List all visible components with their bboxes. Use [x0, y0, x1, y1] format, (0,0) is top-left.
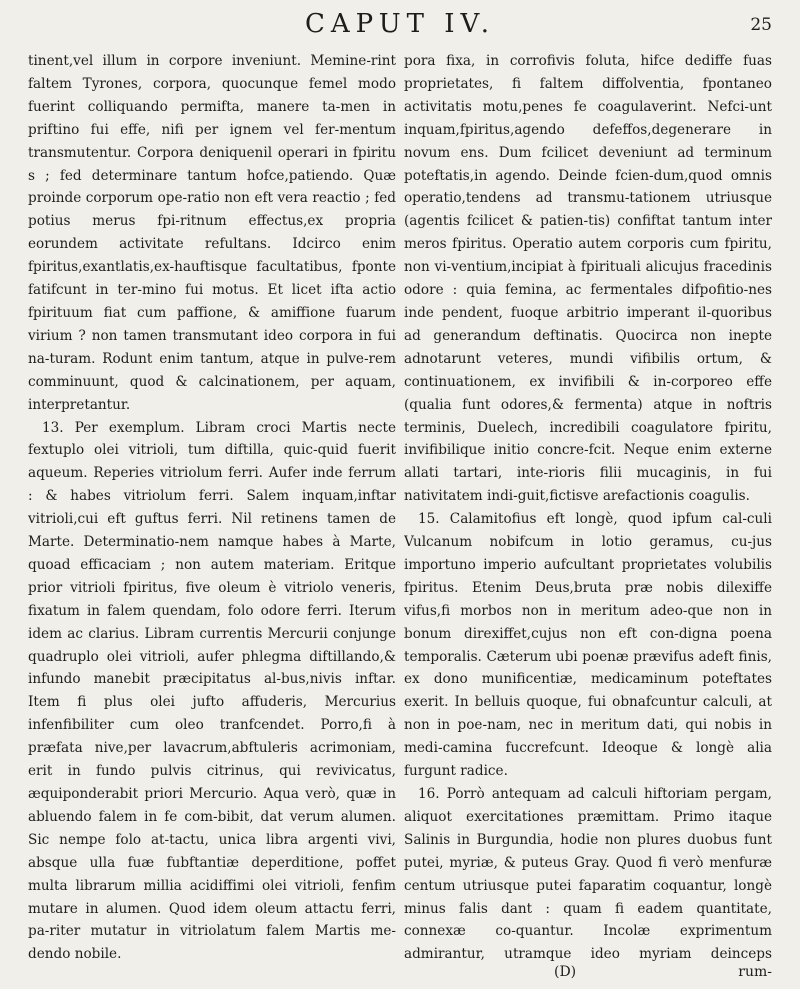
page-number: 25 [750, 15, 772, 35]
right-column [404, 50, 772, 965]
paragraph: 13. Per exemplum. Libram croci Martis necte fextuplo olei vitrioli, tum diftilla, quic-quid fuerit aqueum. Reperies vitriolum ferri. Aufer inde ferrum : & habes vitriolum ferri. Salem inquam,inftar vitrioli,cui eft guftus ferri. Nil retinens tamen de Marte. Determinatio-nem namque habes à Marte, quoad efficaciam ; non autem materiam. Eritque prior vitrioli fpiritus, five oleum è vitriolo veneris, fixatum in falem quendam, folo odore ferri. Iterum idem ac clarius. Libram currentis Mercurii conjunge quadruplo olei vitrioli, aufer phlegma diftillando,& infundo manebit præcipitatus al-bus,nivis inftar. Item fi plus olei jufto affuderis, Mercurius infenfibiliter cum oleo tranfcendet. Porro,fi à præfata nive,per lavacrum,abftuleris acrimoniam, erit in fundo pulvis citrinus, qui revivicatus, æquiponderabit priori Mercurio. Aqua verò, quæ in abluendo falem in fe com-bibit, dat verum alumen. Sic nempe folo at-tactu, unica libra argenti vivi, absque ulla fuæ fubftantiæ deperditione, poffet multa librarum millia acidiffimi olei vitrioli, fenfim mutare in alumen. Quod idem oleum attactu ferri, pa-riter mutatur in vitriolatum falem Martis me-dendo nobile. [28, 419, 396, 963]
catchword: rum- [738, 964, 772, 980]
paragraph: 16. Porrò antequam ad calculi hiftoriam pergam, aliquot exercitationes præmittam. Primo itaque Salinis in Burgundia, hodie non plures duobus funt putei, myriæ, & puteus Gray. Quod fi verò menfuræ centum utriusque putei faparatim coquantur, longè minus falis dant : quam fi eadem quantitate, connexæ co-quantur. Incolæ exprimentum admirantur, utramque ideo myriam deinceps [404, 786, 772, 963]
left-column [28, 50, 396, 965]
paragraph: tinent,vel illum in corpore inveniunt. Memine-rint faltem Tyrones, corpora, quocunque femel modo fuerint colliquando permifta, manere ta-men in priftino fui effe, nifi per ignem vel fer-mentum transmutentur. Corpora deniquenil operari in fpiritu s ; fed determinare tantum hofce,patiendo. Quæ proinde corporum ope-ratio non eft vera reactio ; fed potius merus fpi-ritnum effectus,ex propria eorundem activitate refultans. Idcirco enim fpiritus,exantlatis,ex-hauftisque facultatibus, fponte fatifcunt in ter-mino fui motus. Et licet ifta actio fpirituum fiat cum paffione, & amiffione fuarum virium ? non tamen transmutant ideo corpora in fui na-turam. Rodunt enim tantum, atque in pulve-rem comminuunt, quod & calcinationem, per aquam, interpretantur. [28, 53, 396, 413]
running-head: CAPUT IV. [305, 9, 495, 39]
paragraph: pora fixa, in corrofivis foluta, hifce dediffe fuas proprietates, fi faltem diffolventia, fpontaneo activitatis motu,penes fe coagulaverint. Nefci-unt inquam,fpiritus,agendo defeffos,degenerare in novum ens. Dum fcilicet deveniunt ad terminum poteftatis,in agendo. Deinde fcien-dum,quod omnis operatio,tendens ad transmu-tationem utriusque (agentis fcilicet & patien-tis) confiftat tantum inter meros fpiritus. Operatio autem corporis cum fpiritu, non vi-ventium,incipiat à fpirituali alicujus fracedinis odore : quia femina, ac fermentales difpofitio-nes inde pendent, fuoque arbitrio imperant il-quoribus ad generandum deftinatis. Quocirca non inepte adnotarunt veteres, mundi vifibilis ortum, & continuationem, ex invifibili & in-corporeo effe (qualia funt odores,& fermenta) atque in noftris terminis, Duelech, incredibili coagulatore fpiritu, invifibilique initio concre-fcit. Neque enim externe allati tartari, inte-rioris filii mucaginis, in fui nativitatem indi-guit,fictisve arefactionis coagulis. [404, 53, 772, 505]
signature-mark: (D) [554, 964, 577, 980]
page-header [0, 6, 800, 46]
paragraph: 15. Calamitofius eft longè, quod ipfum cal-culi Vulcanum nobifcum in lotio geramus, cu-jus importuno imperio aufcultant proprietates volubilis fpiritus. Etenim Deus,bruta præ nobis dilexiffe vifus,fi morbos non in meritum adeo-que non in bonum direxiffet,cujus non eft con-digna poena temporalis. Cæterum ubi poenæ prævifus adeft finis, ex dono munificentiæ, medicaminum poteftates exerit. In belluis quoque, fui obnafcuntur calculi, at non in poe-nam, nec in meritum dati, qui nobis in medi-camina fuccrefcunt. Ideoque & longè alia furgunt radice. [404, 511, 772, 780]
